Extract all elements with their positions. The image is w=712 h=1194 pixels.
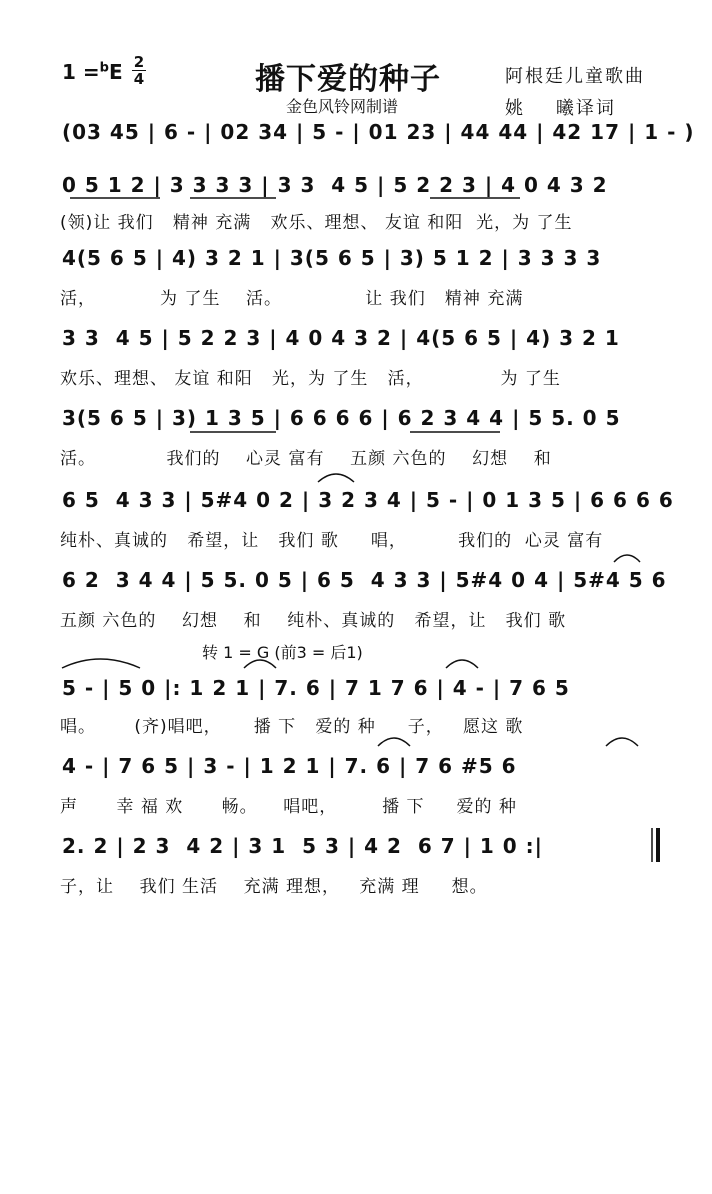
notation-row-6: 6 5 4 3 3 | 5#4 0 2 | 3 2 3 4 | 5 - | 0 1 3 5 | 6 6 6 6 bbox=[62, 488, 674, 512]
lyrics-row-2: (领)让 我们 精神 充满 欢乐、理想、 友谊 和阳 光，为 了生 bbox=[60, 213, 573, 233]
notation-row-4: 3 3 4 5 | 5 2 2 3 | 4 0 4 3 2 | 4(5 6 5 | 4) 3 2 1 bbox=[62, 326, 620, 350]
flat-sign: b bbox=[99, 60, 109, 76]
lyrics-row-7: 五颜 六色的 幻想 和 纯朴、真诚的 希望，让 我们 歌 bbox=[60, 611, 567, 631]
notation-row-7: 6 2 3 4 4 | 5 5. 0 5 | 6 5 4 3 3 | 5#4 0 4 | 5#4 5 6 bbox=[62, 568, 667, 592]
notation-row-5: 3(5 6 5 | 3) 1 3 5 | 6 6 6 6 | 6 2 3 4 4 | 5 5. 0 5 bbox=[62, 406, 621, 430]
fermata-mark bbox=[606, 738, 638, 746]
lyrics-row-4: 欢乐、理想、 友谊 和阳 光，为 了生 活， 为 了生 bbox=[60, 369, 561, 389]
slur-mark bbox=[318, 474, 354, 482]
lyrics-row-9: 声 幸 福 欢 畅。 唱吧， 播 下 爱的 种 bbox=[60, 797, 517, 817]
composer-credit: 阿根廷儿童歌曲 bbox=[505, 66, 645, 87]
notation-row-3: 4(5 6 5 | 4) 3 2 1 | 3(5 6 5 | 3) 5 1 2 | 3 3 3 3 bbox=[62, 246, 602, 270]
lyrics-row-10: 子，让 我们 生活 充满 理想， 充满 理 想。 bbox=[60, 877, 488, 897]
lyrics-row-3: 活， 为 了生 活。 让 我们 精神 充满 bbox=[60, 289, 524, 309]
fermata-mark bbox=[378, 738, 410, 746]
fermata-mark bbox=[614, 555, 640, 562]
meter-bottom: 4 bbox=[133, 70, 145, 88]
transcriber-credit: 金色风铃网制谱 bbox=[286, 97, 399, 116]
modulation-note: 转 1 = G (前3 = 后1) bbox=[202, 643, 363, 662]
lyrics-row-5: 活。 我们的 心灵 富有 五颜 六色的 幻想 和 bbox=[60, 449, 552, 469]
fermata-mark bbox=[446, 660, 478, 668]
notation-row-10: 2. 2 | 2 3 4 2 | 3 1 5 3 | 4 2 6 7 | 1 0 :| bbox=[62, 834, 543, 858]
notation-row-9: 4 - | 7 6 5 | 3 - | 1 2 1 | 7. 6 | 7 6 #5 6 bbox=[62, 754, 517, 778]
meter-top: 2 bbox=[133, 53, 145, 71]
notation-row-1: (03 45 | 6 - | 02 34 | 5 - | 01 23 | 44 44 | 42 17 | 1 - ) bbox=[62, 120, 695, 144]
lyrics-row-6: 纯朴、真诚的 希望，让 我们 歌 唱， 我们的 心灵 富有 bbox=[60, 531, 604, 551]
fermata-mark bbox=[244, 660, 276, 668]
slur-mark bbox=[62, 659, 140, 668]
lyrics-row-8: 唱。 (齐)唱吧， 播 下 爱的 种 子， 愿这 歌 bbox=[60, 717, 524, 737]
song-title: 播下爱的种子 bbox=[255, 62, 441, 97]
notation-row-2: 0 5 1 2 | 3 3 3 3 | 3 3 4 5 | 5 2 2 3 | 4 0 4 3 2 bbox=[62, 173, 608, 197]
key-letter: E bbox=[108, 60, 123, 84]
notation-row-8: 5 - | 5 0 |: 1 2 1 | 7. 6 | 7 1 7 6 | 4 - | 7 6 5 bbox=[62, 676, 570, 700]
key-prefix: 1 = bbox=[62, 60, 100, 84]
lyricist-credit: 姚 曦译词 bbox=[505, 98, 616, 119]
